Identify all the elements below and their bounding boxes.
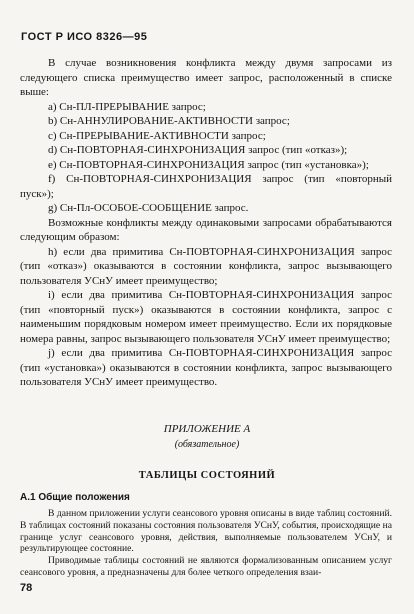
priority-item-e: e) Сн-ПОВТОРНАЯ-СИНХРОНИЗАЦИЯ запрос (тип «установка»); <box>48 158 369 171</box>
appendix-paragraph-1: В данном приложении услуги сеансового уровня описаны в виде таблиц состояний. В таблицах состояний показаны состояния пользователя УСнУ, события, происходящие на границе услуг сеансового уровня, действия, выполняемые пользователем УСнУ, и результирующее состояние. <box>20 508 392 555</box>
page-number: 78 <box>20 582 33 594</box>
section-heading: А.1 Общие положения <box>20 492 130 503</box>
priority-item-b: b) Сн-АННУЛИРОВАНИЕ-АКТИВНОСТИ запрос; <box>48 115 290 127</box>
priority-item-f: f) Сн-ПОВТОРНАЯ-СИНХРОНИЗАЦИЯ запрос (тип «повторный пуск»); <box>20 173 392 200</box>
tables-title: ТАБЛИЦЫ СОСТОЯНИЙ <box>138 470 276 481</box>
intro-paragraph: В случае возникновения конфликта между двумя запросами из следующего списка преимущество имеет запрос, расположенный в списке выше: <box>20 57 392 98</box>
priority-item-d: d) Сн-ПОВТОРНАЯ-СИНХРОНИЗАЦИЯ запрос (тип «отказ»); <box>48 144 348 156</box>
document-header: ГОСТ Р ИСО 8326—95 <box>21 31 148 43</box>
same-conflicts-paragraph: Возможные конфликты между одинаковыми запросами обрабатываются следующим образом: <box>20 216 392 243</box>
appendix-paragraph-2: Приводимые таблицы состояний не являются формализованным описанием услуг сеансового уровня, а предназначены для более четкого определения взаи- <box>20 555 392 578</box>
priority-item-a: a) Сн-ПЛ-ПРЕРЫВАНИЕ запрос; <box>48 100 206 113</box>
rule-i: i) если два примитива Сн-ПОВТОРНАЯ-СИНХРОНИЗАЦИЯ запрос (тип «повторный пуск») оказываются в состоянии конфликта, запрос с наименьшим порядковым номером имеет преимущество. Если их порядковые номера равны, запрос вызывающего пользователя УСнУ имеет преимущество; <box>20 289 392 345</box>
appendix-text <box>20 508 392 579</box>
rule-j: j) если два примитива Сн-ПОВТОРНАЯ-СИНХРОНИЗАЦИЯ запрос (тип «установка») оказываются в состоянии конфликта, запрос вызывающего пользователя УСнУ имеет преимущество. <box>20 347 392 388</box>
appendix-heading <box>0 422 414 452</box>
priority-item-c: c) Сн-ПРЕРЫВАНИЕ-АКТИВНОСТИ запрос; <box>48 129 266 142</box>
appendix-title: ПРИЛОЖЕНИЕ А <box>163 423 251 435</box>
main-text <box>20 56 392 390</box>
priority-item-g: g) Сн-Пл-ОСОБОЕ-СООБЩЕНИЕ запрос. <box>48 202 249 214</box>
rule-h: h) если два примитива Сн-ПОВТОРНАЯ-СИНХРОНИЗАЦИЯ запрос (тип «отказ») оказываются в состоянии конфликта, запрос вызывающего пользователя УСнУ имеет преимущество; <box>20 245 392 287</box>
appendix-status: (обязательное) <box>174 439 240 450</box>
